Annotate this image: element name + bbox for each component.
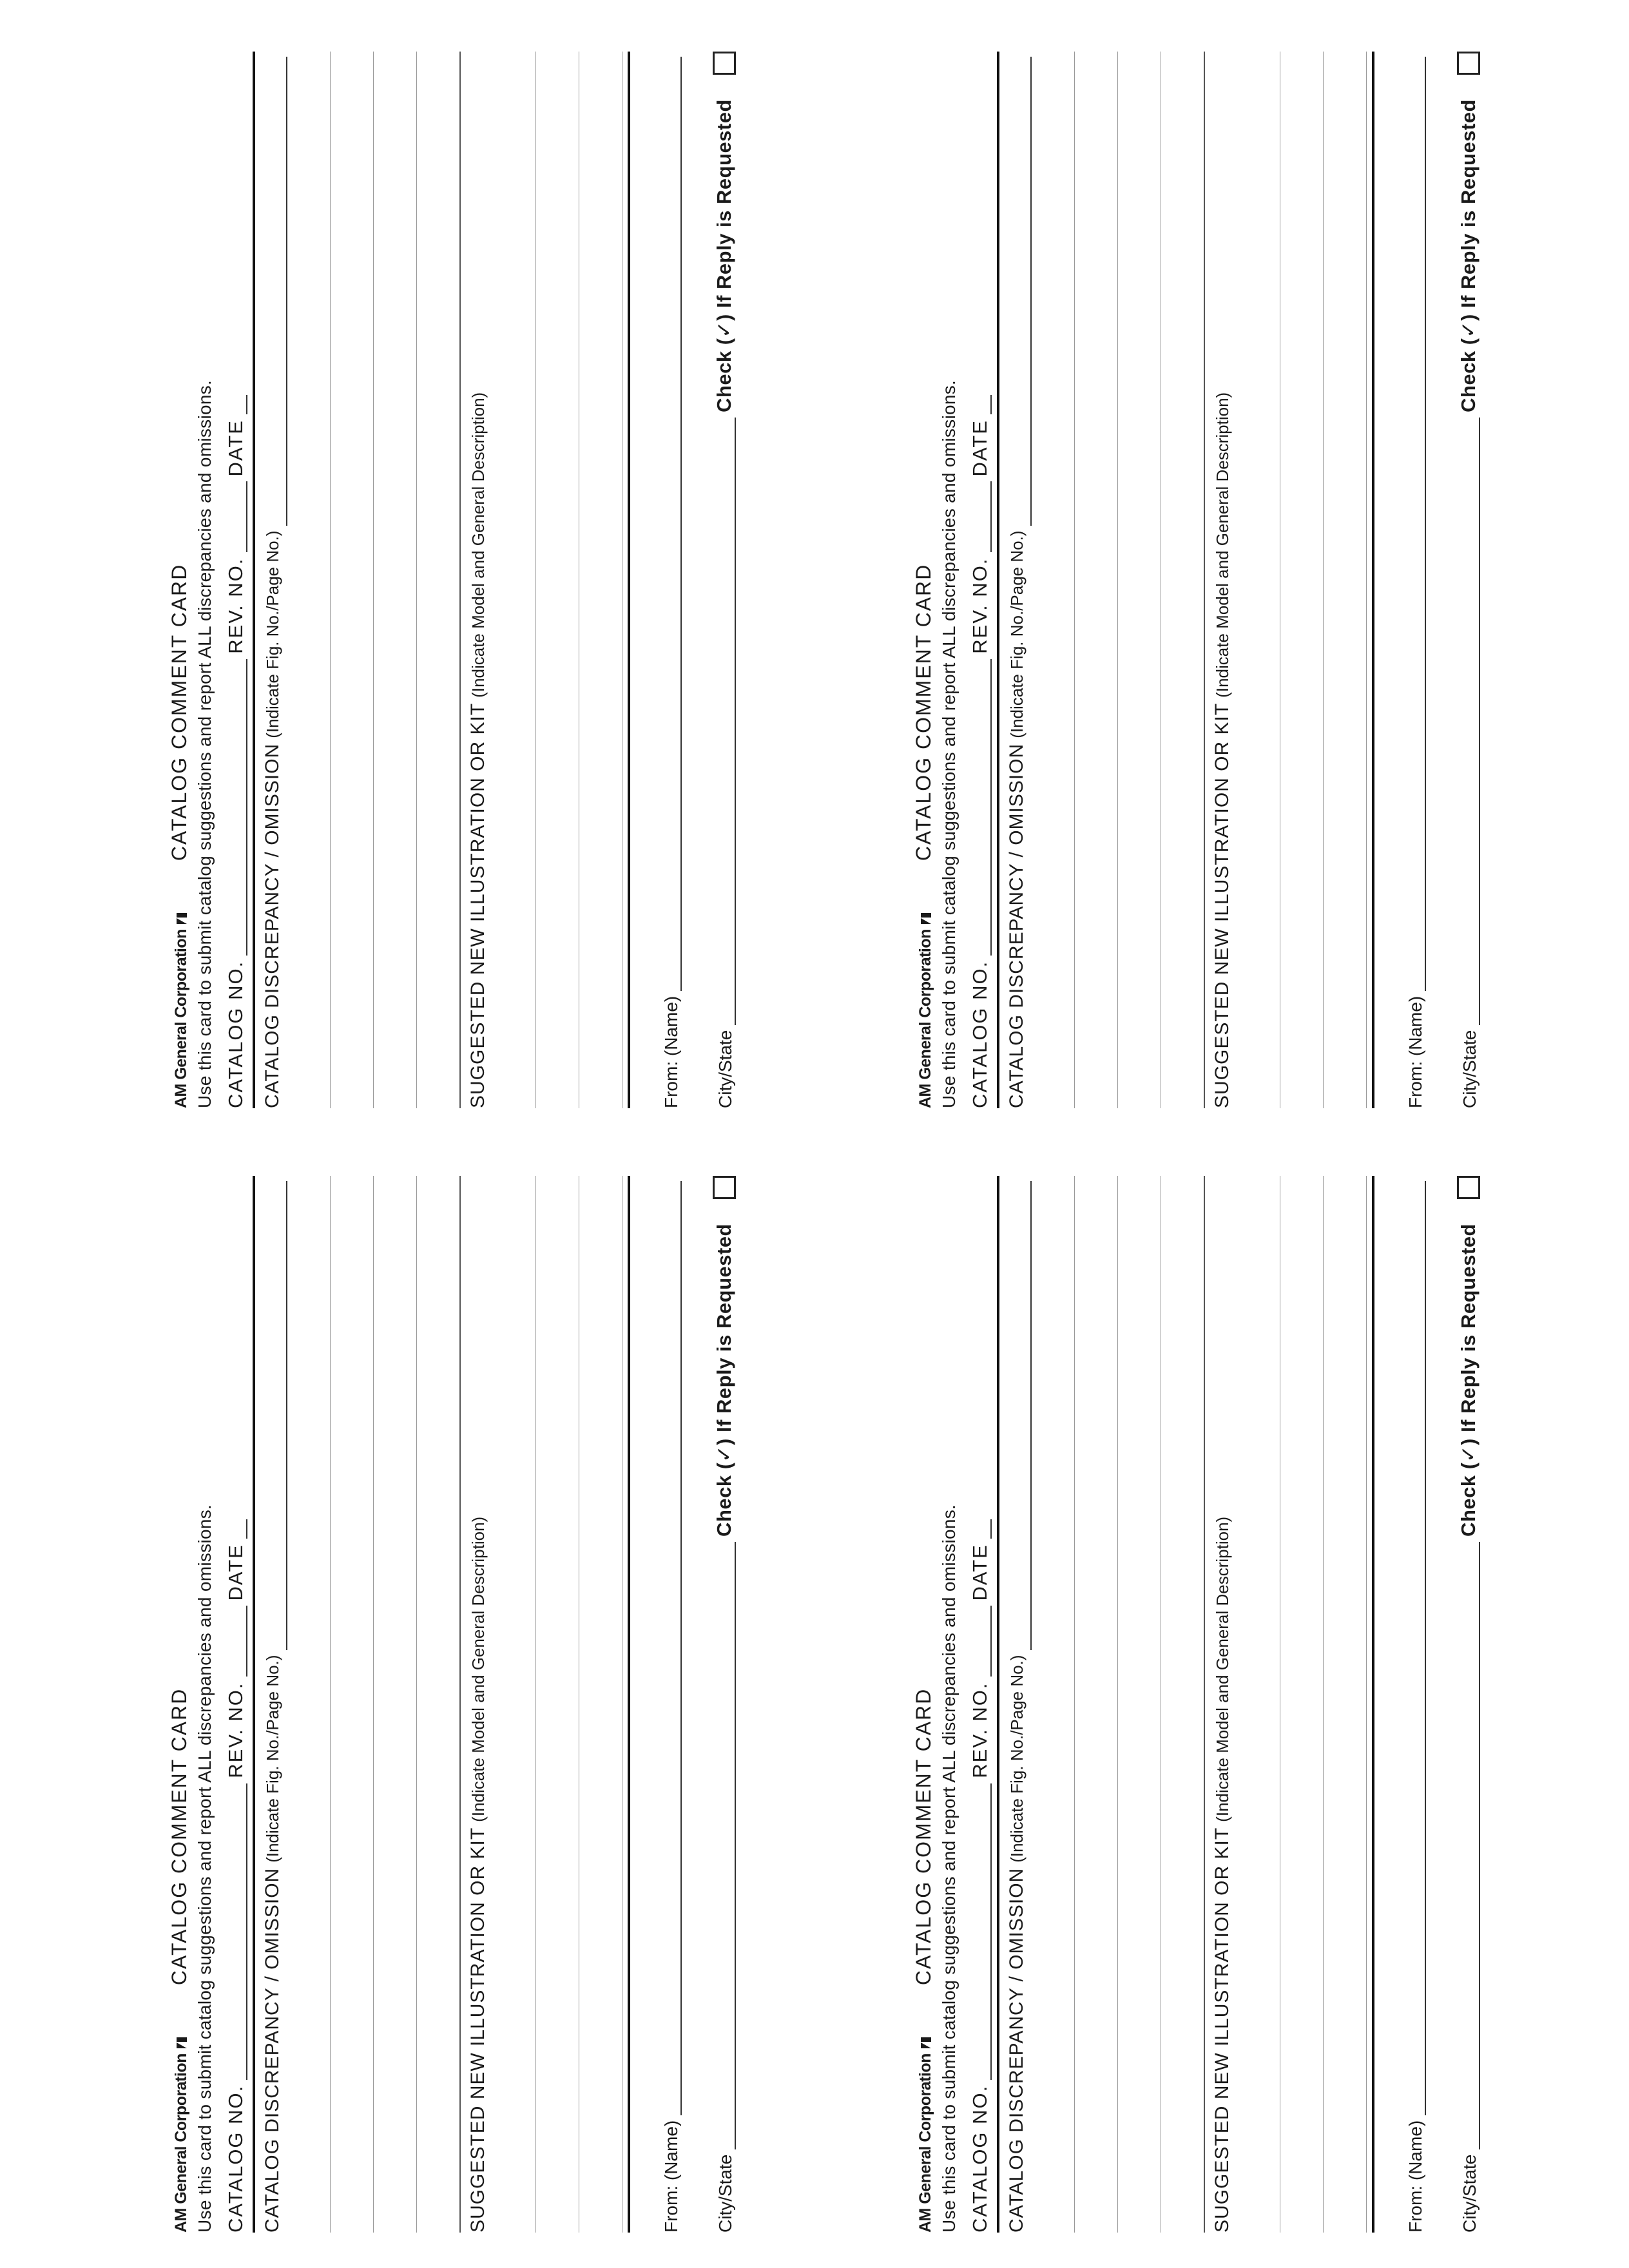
from-row xyxy=(1400,52,1426,1108)
catalog-row xyxy=(218,52,247,1108)
discrepancy-hint: (Indicate Fig. No./Page No.) xyxy=(1007,1655,1027,1863)
writing-line[interactable] xyxy=(1117,52,1118,1108)
divider xyxy=(628,52,630,1108)
from-name-field[interactable] xyxy=(664,57,682,991)
rev-no-label: REV. NO. xyxy=(969,1682,991,1778)
check-prefix: Check ( xyxy=(1457,1462,1480,1537)
writing-line[interactable] xyxy=(1117,1176,1118,2233)
reply-requested-label xyxy=(713,1224,736,1537)
catalog-no-label: CATALOG NO. xyxy=(224,960,247,1108)
rev-no-label: REV. NO. xyxy=(224,557,247,654)
divider xyxy=(997,1176,999,2233)
city-state-field[interactable] xyxy=(718,418,736,1025)
suggested-section-label xyxy=(1208,1176,1237,2233)
corporation-text: AM General Corporation xyxy=(916,929,934,1108)
city-state-field[interactable] xyxy=(1462,418,1480,1025)
reply-requested-checkbox[interactable] xyxy=(713,1176,736,1199)
card-header xyxy=(168,1176,192,2233)
city-row xyxy=(1454,1176,1480,2233)
discrepancy-hint: (Indicate Fig. No./Page No.) xyxy=(263,1655,282,1863)
comment-card-top-right xyxy=(892,0,1629,1108)
rev-no-field[interactable] xyxy=(971,481,992,552)
section-divider xyxy=(459,52,461,1108)
suggested-section-label xyxy=(1208,52,1237,1108)
discrepancy-field[interactable] xyxy=(1015,57,1032,526)
city-row xyxy=(710,52,736,1108)
am-general-logo-icon xyxy=(175,2037,188,2048)
discrepancy-section-label xyxy=(1002,1176,1032,2233)
city-state-field[interactable] xyxy=(1462,1542,1480,2149)
card-title: CATALOG COMMENT CARD xyxy=(912,563,935,861)
check-prefix: Check ( xyxy=(1457,338,1480,412)
suggested-hint: (Indicate Model and General Description) xyxy=(468,1516,488,1822)
discrepancy-field[interactable] xyxy=(271,1181,287,1650)
date-label: DATE xyxy=(224,1544,247,1601)
card-header xyxy=(168,52,192,1108)
writing-line[interactable] xyxy=(1366,52,1367,1108)
reply-requested-label xyxy=(713,99,736,412)
suggested-hint: (Indicate Model and General Description) xyxy=(468,392,488,698)
corporation-text: AM General Corporation xyxy=(916,2053,934,2233)
catalog-no-label: CATALOG NO. xyxy=(969,2084,991,2233)
instruction-text: Use this card to submit catalog suggestions and report ALL discrepancies and omissions. xyxy=(939,1504,959,2233)
am-general-logo-icon xyxy=(175,912,188,924)
city-label: City/State xyxy=(715,2154,735,2233)
card-title: CATALOG COMMENT CARD xyxy=(168,563,191,861)
instruction-text: Use this card to submit catalog suggestions and report ALL discrepancies and omissions. xyxy=(939,380,959,1108)
writing-line[interactable] xyxy=(535,52,536,1108)
from-name-field[interactable] xyxy=(1408,57,1426,991)
rev-no-field[interactable] xyxy=(227,1606,247,1677)
suggested-hint: (Indicate Model and General Description) xyxy=(1213,392,1232,698)
suggested-label: SUGGESTED NEW ILLUSTRATION OR KIT xyxy=(1211,1827,1233,2233)
discrepancy-section-label xyxy=(258,52,287,1108)
city-label: City/State xyxy=(715,1030,735,1108)
check-suffix: ) If Reply is Requested xyxy=(1457,99,1480,321)
corporation-name xyxy=(172,2037,191,2233)
writing-line[interactable] xyxy=(1323,1176,1324,2233)
writing-line[interactable] xyxy=(416,1176,417,2233)
reply-requested-checkbox[interactable] xyxy=(1457,1176,1480,1199)
check-prefix: Check ( xyxy=(713,338,735,412)
from-label: From: (Name) xyxy=(661,995,681,1108)
catalog-no-field[interactable] xyxy=(227,659,247,956)
city-row xyxy=(1454,52,1480,1108)
divider xyxy=(253,52,255,1108)
check-suffix: ) If Reply is Requested xyxy=(713,1224,735,1445)
suggested-label: SUGGESTED NEW ILLUSTRATION OR KIT xyxy=(1211,702,1233,1108)
card-title: CATALOG COMMENT CARD xyxy=(912,1687,935,1986)
corporation-text: AM General Corporation xyxy=(172,929,190,1108)
divider xyxy=(1372,52,1374,1108)
corporation-name xyxy=(916,912,935,1108)
catalog-no-label: CATALOG NO. xyxy=(969,960,991,1108)
catalog-row xyxy=(218,1176,247,2233)
discrepancy-hint: (Indicate Fig. No./Page No.) xyxy=(1007,530,1027,738)
check-mark-icon: ✓ xyxy=(1457,1445,1480,1463)
date-label: DATE xyxy=(969,1544,991,1601)
suggested-section-label xyxy=(463,52,493,1108)
rev-no-label: REV. NO. xyxy=(969,557,991,654)
section-divider xyxy=(459,1176,461,2233)
from-label: From: (Name) xyxy=(1405,995,1425,1108)
writing-line[interactable] xyxy=(330,52,331,1108)
catalog-row xyxy=(962,52,992,1108)
city-label: City/State xyxy=(1460,1030,1480,1108)
divider xyxy=(253,1176,255,2233)
check-mark-icon: ✓ xyxy=(1457,320,1480,338)
writing-line[interactable] xyxy=(1323,52,1324,1108)
discrepancy-section-label xyxy=(1002,52,1032,1108)
card-rotated xyxy=(892,1150,1537,2245)
section-divider xyxy=(1204,1176,1205,2233)
suggested-hint: (Indicate Model and General Description) xyxy=(1213,1516,1232,1822)
city-label: City/State xyxy=(1460,2154,1480,2233)
writing-line[interactable] xyxy=(373,1176,374,2233)
rev-no-field[interactable] xyxy=(227,481,247,552)
card-header xyxy=(912,52,936,1108)
catalog-no-field[interactable] xyxy=(971,1783,992,2080)
date-field[interactable] xyxy=(971,1519,992,1539)
date-field[interactable] xyxy=(227,395,247,414)
corporation-name xyxy=(916,2037,935,2233)
card-body xyxy=(168,52,780,1108)
writing-line[interactable] xyxy=(330,1176,331,2233)
divider xyxy=(1372,1176,1374,2233)
writing-line[interactable] xyxy=(416,52,417,1108)
instruction-text: Use this card to submit catalog suggestions and report ALL discrepancies and omissions. xyxy=(195,1504,215,2233)
comment-card-bottom-right xyxy=(892,1124,1629,2233)
check-prefix: Check ( xyxy=(713,1462,735,1537)
date-field[interactable] xyxy=(227,1519,247,1539)
check-suffix: ) If Reply is Requested xyxy=(713,99,735,321)
reply-requested-checkbox[interactable] xyxy=(1457,52,1480,75)
discrepancy-field[interactable] xyxy=(1015,1181,1032,1650)
writing-line[interactable] xyxy=(1074,1176,1075,2233)
reply-requested-checkbox[interactable] xyxy=(713,52,736,75)
rev-no-field[interactable] xyxy=(971,1606,992,1677)
suggested-label: SUGGESTED NEW ILLUSTRATION OR KIT xyxy=(467,702,488,1108)
from-label: From: (Name) xyxy=(1405,2120,1425,2233)
am-general-logo-icon xyxy=(920,2037,932,2048)
suggested-label: SUGGESTED NEW ILLUSTRATION OR KIT xyxy=(467,1827,488,2233)
corporation-text: AM General Corporation xyxy=(172,2053,190,2233)
suggested-section-label xyxy=(463,1176,493,2233)
date-label: DATE xyxy=(224,419,247,477)
catalog-no-label: CATALOG NO. xyxy=(224,2084,247,2233)
card-rotated xyxy=(148,26,793,1121)
check-suffix: ) If Reply is Requested xyxy=(1457,1224,1480,1445)
from-row xyxy=(656,52,682,1108)
discrepancy-label: CATALOG DISCREPANCY / OMISSION xyxy=(262,1867,283,2233)
card-rotated xyxy=(148,1150,793,2245)
card-body xyxy=(912,52,1524,1108)
from-row xyxy=(656,1176,682,2233)
card-title: CATALOG COMMENT CARD xyxy=(168,1687,191,1986)
card-body xyxy=(168,1176,780,2233)
reply-requested-label xyxy=(1457,99,1480,412)
date-label: DATE xyxy=(969,419,991,477)
date-field[interactable] xyxy=(971,395,992,414)
discrepancy-label: CATALOG DISCREPANCY / OMISSION xyxy=(262,743,283,1108)
reply-requested-label xyxy=(1457,1224,1480,1537)
discrepancy-section-label xyxy=(258,1176,287,2233)
discrepancy-hint: (Indicate Fig. No./Page No.) xyxy=(263,530,282,738)
city-row xyxy=(710,1176,736,2233)
corporation-name xyxy=(172,912,191,1108)
discrepancy-field[interactable] xyxy=(271,57,287,526)
catalog-row xyxy=(962,1176,992,2233)
instruction-text: Use this card to submit catalog suggestions and report ALL discrepancies and omissions. xyxy=(195,380,215,1108)
section-divider xyxy=(1204,52,1205,1108)
card-body xyxy=(912,1176,1524,2233)
city-state-field[interactable] xyxy=(718,1542,736,2149)
writing-line[interactable] xyxy=(373,52,374,1108)
am-general-logo-icon xyxy=(920,912,932,924)
from-name-field[interactable] xyxy=(1408,1181,1426,2115)
from-row xyxy=(1400,1176,1426,2233)
catalog-no-field[interactable] xyxy=(227,1783,247,2080)
discrepancy-label: CATALOG DISCREPANCY / OMISSION xyxy=(1006,743,1027,1108)
check-mark-icon: ✓ xyxy=(713,320,735,338)
discrepancy-label: CATALOG DISCREPANCY / OMISSION xyxy=(1006,1867,1027,2233)
catalog-no-field[interactable] xyxy=(971,659,992,956)
writing-line[interactable] xyxy=(1366,1176,1367,2233)
writing-line[interactable] xyxy=(1074,52,1075,1108)
card-rotated xyxy=(892,26,1537,1121)
divider xyxy=(997,52,999,1108)
card-header xyxy=(912,1176,936,2233)
rev-no-label: REV. NO. xyxy=(224,1682,247,1778)
divider xyxy=(628,1176,630,2233)
writing-line[interactable] xyxy=(535,1176,536,2233)
from-name-field[interactable] xyxy=(664,1181,682,2115)
check-mark-icon: ✓ xyxy=(713,1445,735,1463)
from-label: From: (Name) xyxy=(661,2120,681,2233)
